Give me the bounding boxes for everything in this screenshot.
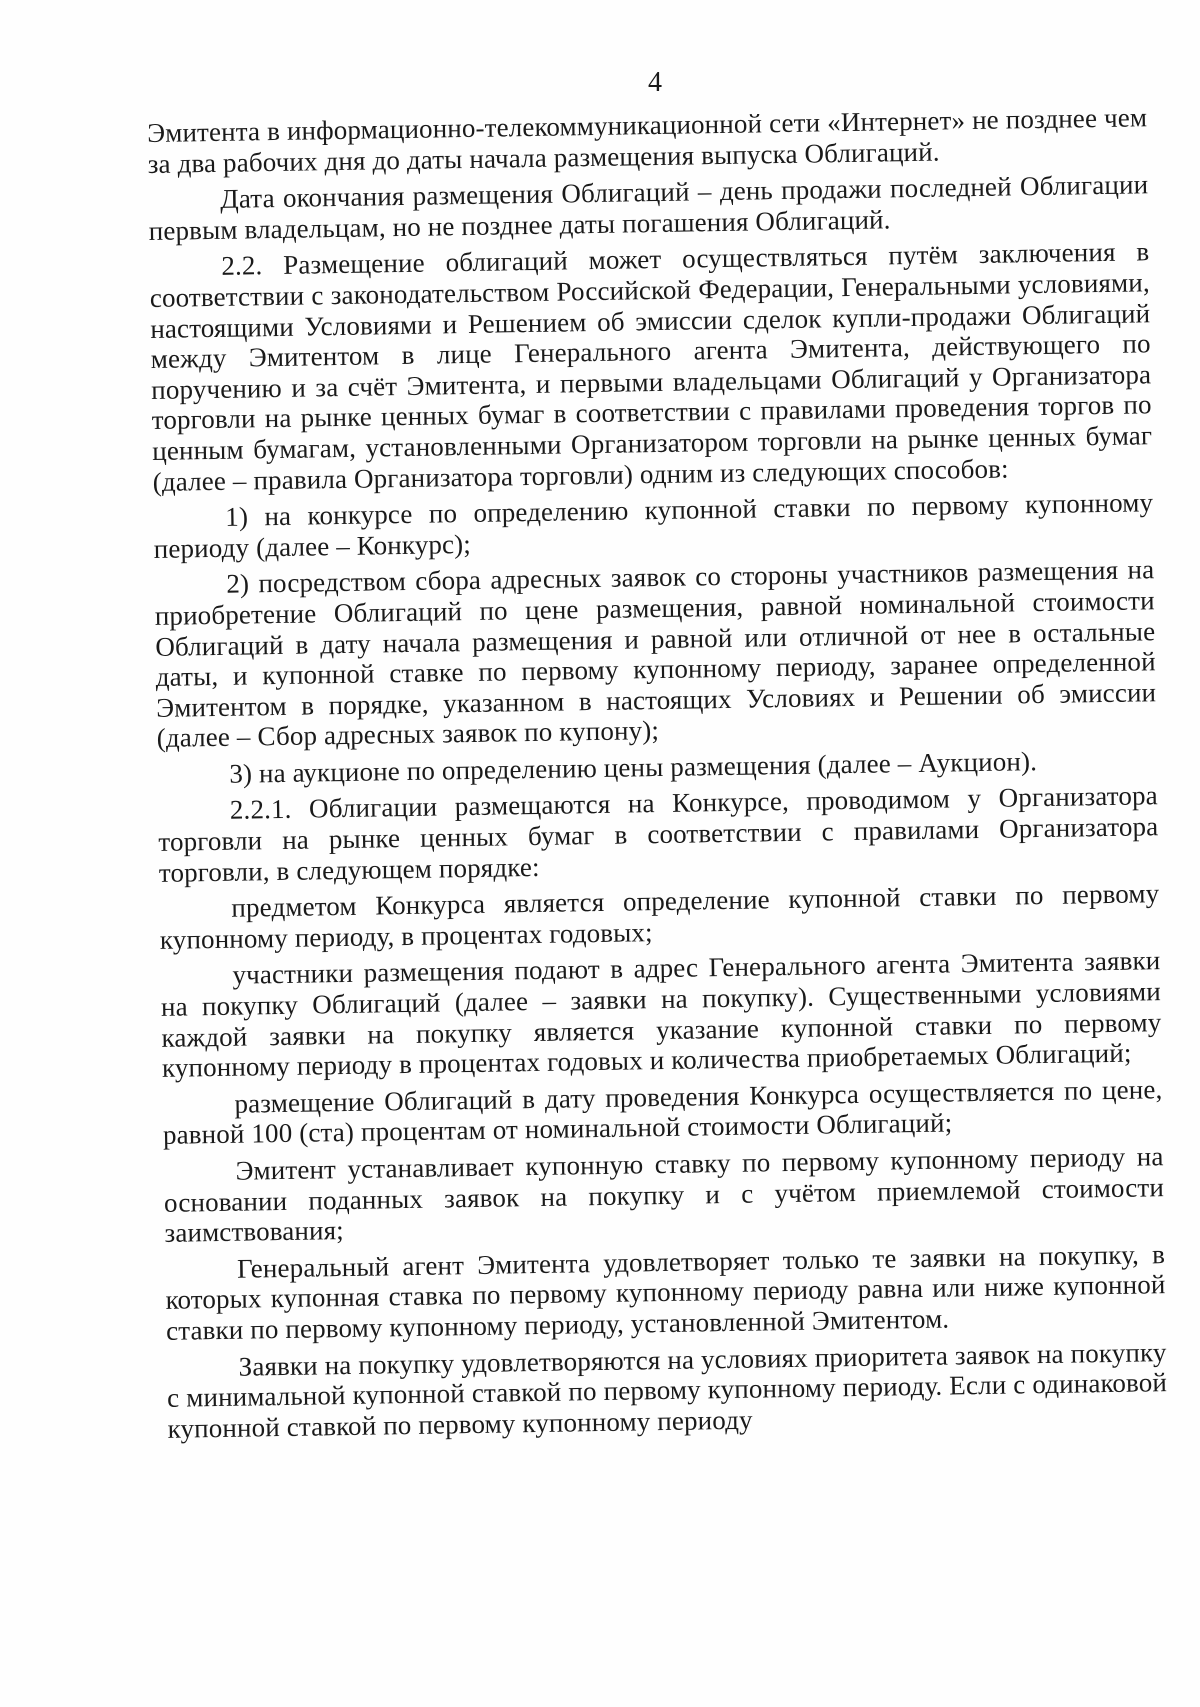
paragraph-placement-price: размещение Облигаций в дату проведения Конкурса осуществляется по цене, равной 100 (ста) процентам от номинальной стоимости Облигаций; <box>162 1073 1163 1151</box>
list-item-2: 2) посредством сбора адресных заявок со стороны участников размещения на приобретение Облигаций по цене размещения, равной номинальной стоимости Облигаций в дату начала размещения и равной или отличной от нее в остальные даты, и купонной ставке по первому купонному периоду, заранее определенной Эмитентом в порядке, указанном в настоящих Условиях и Решении об эмиссии (далее – Сбор адресных заявок по купону); <box>154 554 1157 754</box>
paragraph-agent-satisfies: Генеральный агент Эмитента удовлетворяет только те заявки на покупку, в которых купонная ставка по первому купонному периоду равна или ниже купонной ставки по первому купонному периоду, установленной Эмитентом. <box>165 1238 1166 1346</box>
paragraph-2-2: 2.2. Размещение облигаций может осуществляться путём заключения в соответствии с законодательством Российской Федерации, Генеральными условиями, настоящими Условиями и Решением об эмиссии сделок купли-продажи Облигаций между Эмитентом в лице Генерального агента Эмитента, действующего по поручению и за счёт Эмитента, и первыми владельцами Облигаций у Организатора торговли на рынке ценных бумаг в соответствии с правилами проведения торгов по ценным бумагам, установленными Организатором торговли на рынке ценных бумаг (далее – правила Организатора торговли) одним из следующих способов: <box>149 236 1153 497</box>
paragraph-continuation: Эмитента в информационно-телекоммуникационной сети «Интернет» не позднее чем за два рабочих дня до даты начала размещения выпуска Облигаций. <box>147 102 1148 179</box>
paragraph-2-2-1: 2.2.1. Облигации размещаются на Конкурсе, проводимом у Организатора торговли на рынке ценных бумаг в соответствии с правилами Организатора торговли, в следующем порядке: <box>158 780 1159 888</box>
list-item-3: 3) на аукционе по определению цены размещения (далее – Аукцион). <box>229 745 1038 789</box>
paragraph-priority: Заявки на покупку удовлетворяются на условиях приоритета заявок на покупку с минимальной купонной ставкой по первому купонному периоду. Если с одинаковой купонной ставкой по первому купонному периоду <box>166 1336 1168 1444</box>
paragraph-contest-subject: предметом Конкурса является определение купонной ставки по первому купонному периоду, в процентах годовых; <box>159 878 1160 955</box>
paragraph-placement-end-date: Дата окончания размещения Облигаций – день продажи последней Облигации первым владельцам, но не позднее даты погашения Облигаций. <box>148 169 1149 246</box>
paragraph-coupon-rate: Эмитент устанавливает купонную ставку по первому купонному периоду на основании поданных заявок на покупку и с учётом приемлемой стоимости заимствования; <box>163 1141 1165 1249</box>
list-item-1: 1) на конкурсе по определению купонной ставки по первому купонному периоду (далее – Конкурс); <box>153 487 1154 564</box>
page-number: 4 <box>648 67 662 98</box>
document-body <box>147 102 1168 1450</box>
paragraph-participants: участники размещения подают в адрес Генерального агента Эмитента заявки на покупку Облигаций (далее – заявки на покупку). Существенными условиями каждой заявки на покупку является указание купонной ставки по первому купонному периоду в процентах годовых и количества приобретаемых Облигаций; <box>160 945 1162 1084</box>
